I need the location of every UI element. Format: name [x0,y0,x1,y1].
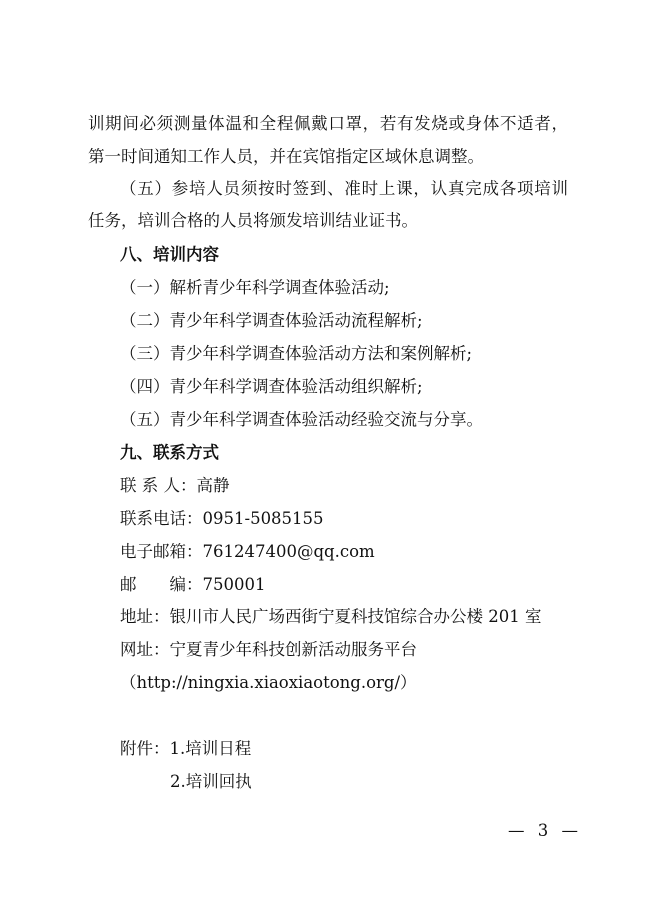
paragraph-4-line-1: 训期间必须测量体温和全程佩戴口罩，若有发烧或身体不适者， [88,114,568,133]
training-content-item-2: （二）青少年科学调查体验活动流程解析; [120,311,423,330]
contact-website-url: （http://ningxia.xiaoxiaotong.org/） [120,673,417,692]
training-content-item-1: （一）解析青少年科学调查体验活动; [120,278,390,297]
paragraph-5-line-2: 任务，培训合格的人员将颁发培训结业证书。 [88,211,418,230]
section-8-heading: 八、培训内容 [120,245,219,264]
paragraph-5-line-1: （五）参培人员须按时签到、准时上课，认真完成各项培训 [120,179,568,198]
paragraph-4-line-2: 第一时间通知工作人员，并在宾馆指定区域休息调整。 [88,147,484,166]
section-9-heading: 九、联系方式 [120,443,219,462]
page-number: — 3 — [508,821,582,840]
training-content-item-5: （五）青少年科学调查体验活动经验交流与分享。 [120,410,483,429]
contact-person: 联 系 人：高静 [120,476,230,495]
training-content-item-4: （四）青少年科学调查体验活动组织解析; [120,377,423,396]
contact-website: 网址：宁夏青少年科技创新活动服务平台 [120,640,417,659]
contact-postcode: 邮 编：750001 [120,575,266,594]
contact-address: 地址：银川市人民广场西街宁夏科技馆综合办公楼 201 室 [120,607,542,626]
contact-phone: 联系电话：0951-5085155 [120,509,324,528]
contact-email: 电子邮箱：761247400@qq.com [120,542,375,561]
attachment-item-2: 2.培训回执 [170,772,252,791]
attachments-label-item-1: 附件：1.培训日程 [120,739,252,758]
training-content-item-3: （三）青少年科学调查体验活动方法和案例解析; [120,344,473,363]
